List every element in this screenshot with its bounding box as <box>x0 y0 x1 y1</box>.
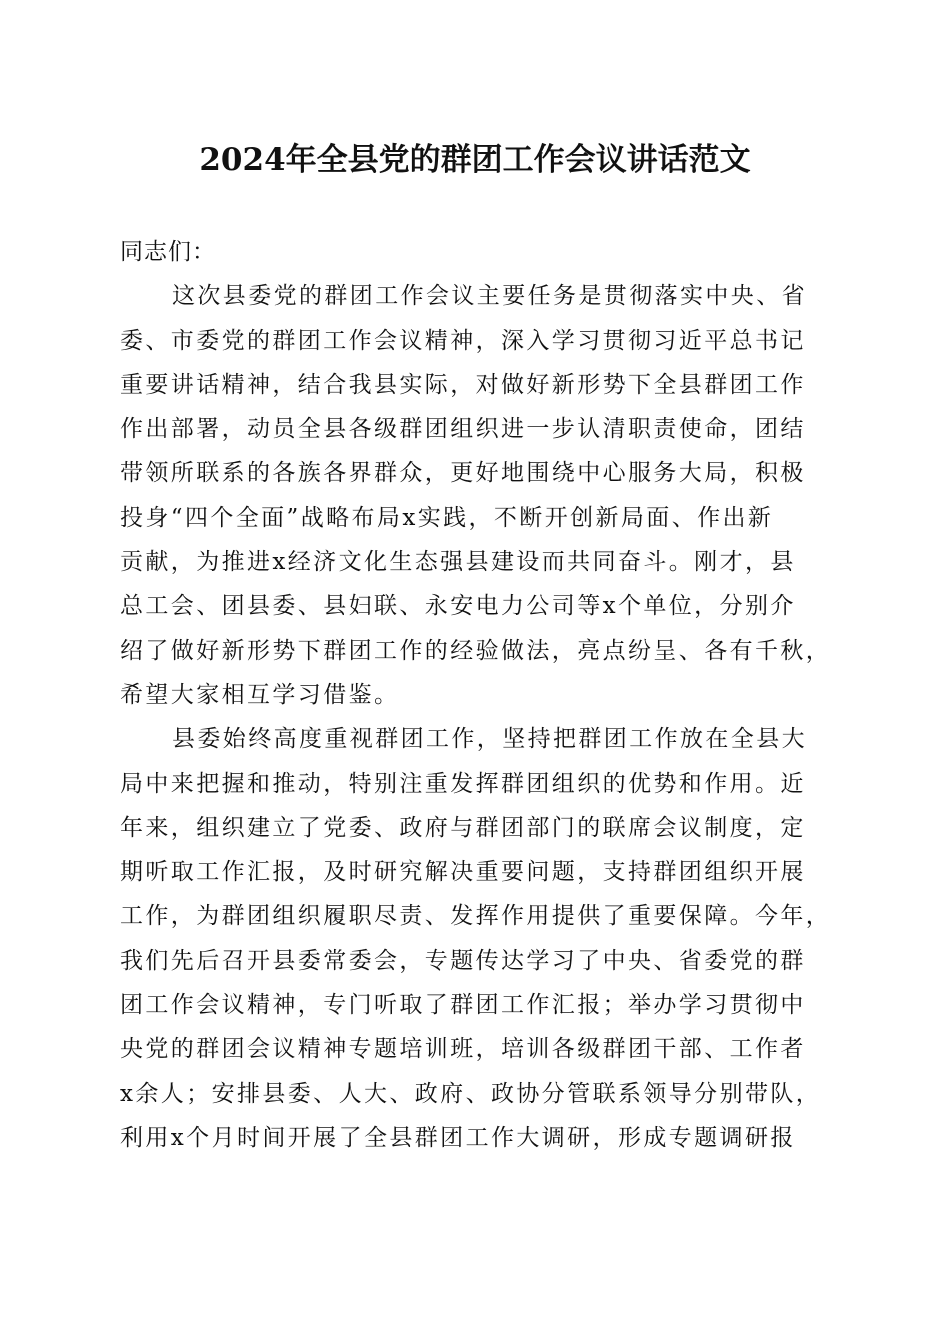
paragraph-2 <box>120 717 840 1160</box>
paragraph-line: 重要讲话精神，结合我县实际，对做好新形势下全县群团工作 <box>120 371 806 398</box>
paragraph-line: 我们先后召开县委常委会，专题传达学习了中央、省委党的群 <box>120 947 806 974</box>
document-body <box>120 230 840 1160</box>
paragraph-line: 希望大家相互学习借鉴。 <box>120 681 400 708</box>
paragraph-line: 贡献，为推进x经济文化生态强县建设而共同奋斗。刚才，县 <box>120 549 796 576</box>
paragraph-line: 期听取工作汇报，及时研究解决重要问题，支持群团组织开展 <box>120 859 806 886</box>
paragraph-line: 团工作会议精神，专门听取了群团工作汇报；举办学习贯彻中 <box>120 992 806 1019</box>
paragraph-line: 这次县委党的群团工作会议主要任务是贯彻落实中央、省 <box>172 283 807 310</box>
paragraph-line: 央党的群团会议精神专题培训班，培训各级群团干部、工作者 <box>120 1036 806 1063</box>
paragraph-line: 利用x个月时间开展了全县群团工作大调研，形成专题调研报 <box>120 1124 796 1151</box>
paragraph-line: 县委始终高度重视群团工作，坚持把群团工作放在全县大 <box>172 726 807 753</box>
document-title: 2024年全县党的群团工作会议讲话范文 <box>199 142 751 178</box>
paragraph-line: 绍了做好新形势下群团工作的经验做法，亮点纷呈、各有千秋， <box>120 637 832 664</box>
paragraph-line: 年来，组织建立了党委、政府与群团部门的联席会议制度，定 <box>120 814 806 841</box>
greeting: 同志们： <box>120 239 216 265</box>
paragraph-line: 工作，为群团组织履职尽责、发挥作用提供了重要保障。今年， <box>120 903 832 930</box>
paragraph-line: 投身“四个全面”战略布局x实践，不断开创新局面、作出新 <box>120 504 774 531</box>
paragraph-line: 委、市委党的群团工作会议精神，深入学习贯彻习近平总书记 <box>120 327 806 354</box>
paragraph-1 <box>120 274 840 717</box>
paragraph-line: 带领所联系的各族各界群众，更好地围绕中心服务大局，积极 <box>120 460 806 487</box>
paragraph-line: 总工会、团县委、县妇联、永安电力公司等x个单位，分别介 <box>120 593 796 620</box>
paragraph-line: 作出部署，动员全县各级群团组织进一步认清职责使命，团结 <box>120 416 806 443</box>
paragraph-line: x余人；安排县委、人大、政府、政协分管联系领导分别带队， <box>120 1080 822 1107</box>
paragraph-line: 局中来把握和推动，特别注重发挥群团组织的优势和作用。近 <box>120 770 806 797</box>
